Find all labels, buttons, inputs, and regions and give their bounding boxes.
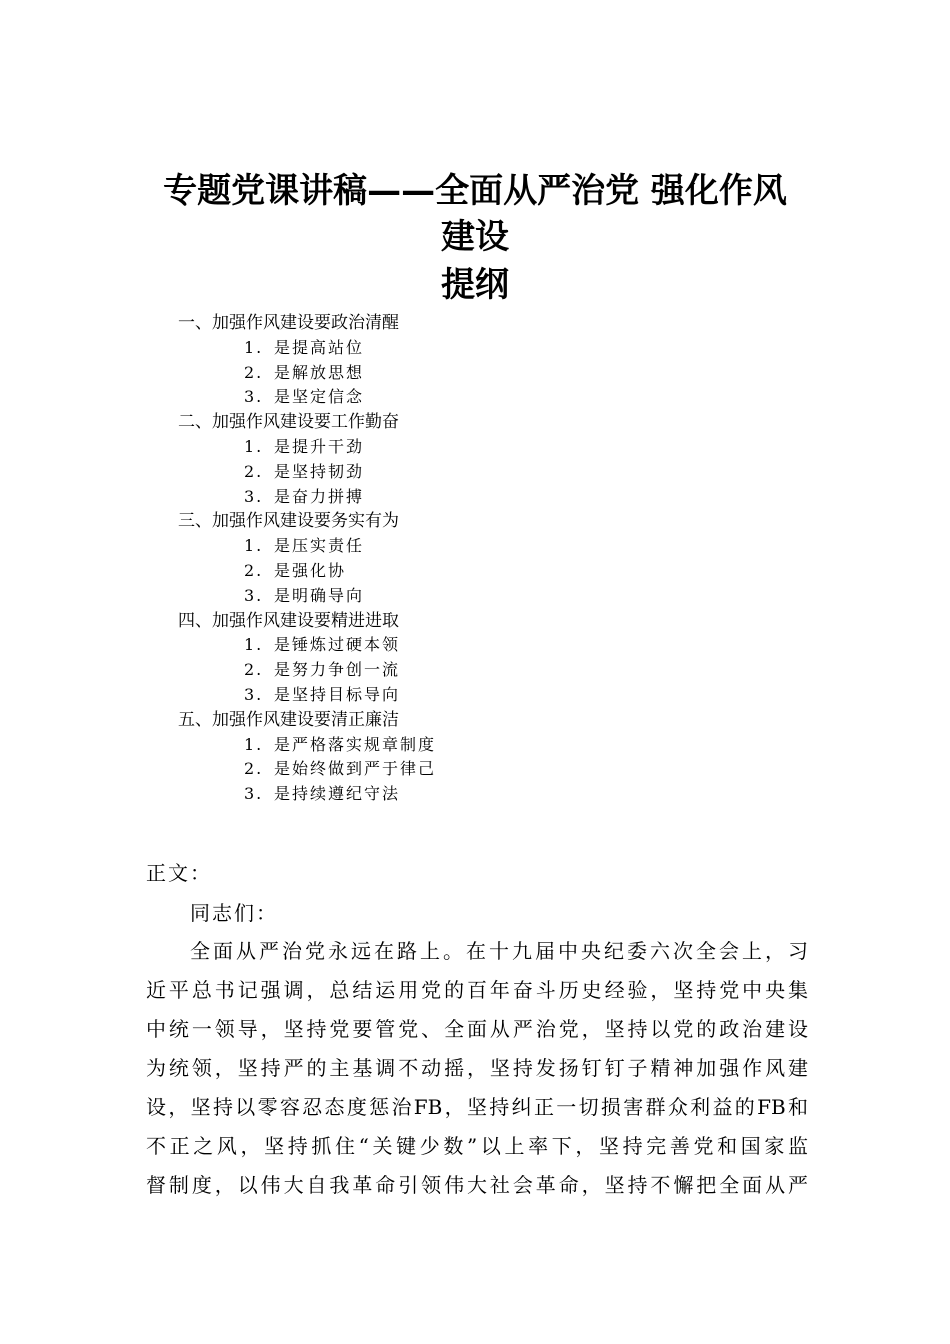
document-title-line-3: 提纲 [441, 265, 509, 305]
outline-item [178, 336, 778, 361]
outline-item-text: 是提高站位 [274, 337, 365, 357]
outline-item-number: 3. [244, 585, 264, 605]
paragraph-line: 设，坚持以零容忍态度惩治FB，坚持纠正一切损害群众利益的FB和 [146, 1095, 808, 1119]
outline-item [178, 385, 778, 410]
outline-item-text: 是坚定信念 [274, 387, 365, 407]
outline-item-text: 是明确导向 [274, 585, 365, 605]
outline-item-text: 是提升干劲 [274, 436, 365, 456]
outline-item [178, 782, 778, 807]
outline-item [178, 361, 778, 386]
paragraph-line: 全面从严治党永远在路上。在十九届中央纪委六次全会上，习 [190, 939, 808, 963]
paragraph-line: 督制度，以伟大自我革命引领伟大社会革命，坚持不懈把全面从严 [146, 1173, 808, 1197]
document-title-line-1: 专题党课讲稿——全面从严治党 强化作风 [163, 171, 787, 211]
outline-heading-2: 二、加强作风建设要工作勤奋 [178, 412, 399, 433]
body-label: 正文： [146, 861, 212, 885]
outline-item-number: 3. [244, 387, 264, 407]
outline-item [178, 733, 778, 758]
outline-item [178, 435, 778, 460]
outline-item [178, 460, 778, 485]
outline-item-text: 是坚持韧劲 [274, 461, 365, 481]
outline-item-number: 1. [244, 436, 264, 456]
outline-heading-4: 四、加强作风建设要精进进取 [178, 610, 399, 631]
paragraph-line: 中统一领导，坚持党要管党、全面从严治党，坚持以党的政治建设 [146, 1017, 808, 1041]
outline-item-text: 是锤炼过硬本领 [274, 635, 401, 655]
outline-item-text: 是压实责任 [274, 536, 365, 556]
outline-item [178, 485, 778, 510]
document-title-line-2: 建设 [441, 217, 509, 257]
paragraph-line: 为统领，坚持严的主基调不动摇，坚持发扬钉钉子精神加强作风建 [146, 1056, 808, 1080]
outline-item-number: 3. [244, 684, 264, 704]
outline-item-number: 3. [244, 486, 264, 506]
outline-item-text: 是强化协 [274, 560, 347, 580]
outline-item [178, 633, 778, 658]
outline-item-text: 是始终做到严于律己 [274, 759, 437, 779]
outline-item-number: 1. [244, 635, 264, 655]
outline [178, 311, 778, 807]
outline-item-number: 2. [244, 759, 264, 779]
outline-item-number: 2. [244, 362, 264, 382]
paragraph-line: 不正之风，坚持抓住“关键少数”以上率下，坚持完善党和国家监 [146, 1134, 808, 1158]
salutation: 同志们： [190, 901, 278, 925]
outline-item [178, 559, 778, 584]
outline-item [178, 534, 778, 559]
outline-item-text: 是解放思想 [274, 362, 365, 382]
body-paragraph [146, 936, 808, 1209]
outline-item-text: 是奋力拼搏 [274, 486, 365, 506]
outline-item-number: 1. [244, 337, 264, 357]
outline-item-text: 是坚持目标导向 [274, 684, 401, 704]
outline-item-number: 1. [244, 734, 264, 754]
outline-item-number: 2. [244, 560, 264, 580]
outline-item-number: 3. [244, 784, 264, 804]
outline-item-text: 是严格落实规章制度 [274, 734, 437, 754]
outline-item [178, 757, 778, 782]
outline-heading-1: 一、加强作风建设要政治清醒 [178, 313, 399, 333]
outline-heading-5: 五、加强作风建设要清正廉洁 [178, 709, 399, 730]
outline-item [178, 584, 778, 609]
outline-item [178, 658, 778, 683]
outline-heading-3: 三、加强作风建设要务实有为 [178, 511, 399, 532]
outline-item-number: 1. [244, 536, 264, 556]
outline-item-text: 是持续遵纪守法 [274, 784, 401, 804]
outline-item-number: 2. [244, 461, 264, 481]
outline-item-text: 是努力争创一流 [274, 660, 401, 680]
outline-item-number: 2. [244, 660, 264, 680]
outline-item [178, 683, 778, 708]
paragraph-line: 近平总书记强调，总结运用党的百年奋斗历史经验，坚持党中央集 [146, 978, 808, 1002]
